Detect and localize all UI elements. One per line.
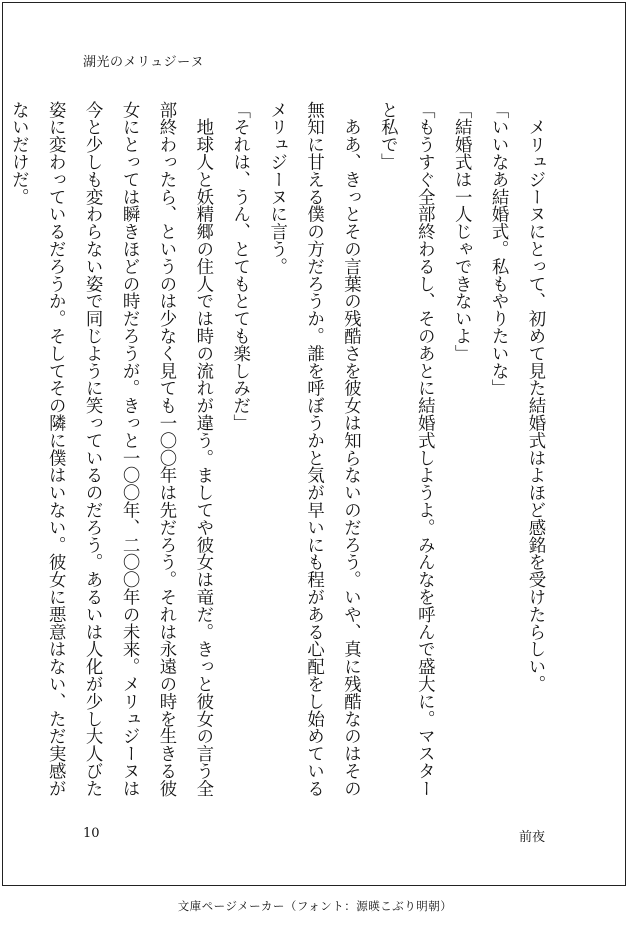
running-head: 湖光のメリュジーヌ <box>83 55 205 70</box>
paragraph: 「いいなあ結婚式。私もやりたいな」 <box>488 101 509 397</box>
generator-credit: 文庫ページメーカー（フォント：源暎こぶり明朝） <box>177 899 453 913</box>
chapter-title: 前夜 <box>518 830 545 845</box>
book-page <box>2 2 626 886</box>
body-text <box>8 101 553 806</box>
paragraph: メリュジーヌにとって、初めて見た結婚式はよほど感銘を受けたらしい。 <box>525 101 545 693</box>
paragraph: 「それは、うん、とてもとても楽しみだ」 <box>229 101 250 432</box>
paragraph: 「結婚式は一人じゃできないよ」 <box>451 101 472 362</box>
page-number: 10 <box>83 826 100 841</box>
paragraph: 「もうすぐ全部終わるし、そのあとに結婚式しようよ。みんなを呼んで盛大に。マスターと私で」 <box>377 101 435 797</box>
paragraph: 地球人と妖精郷の住人では時の流れが違う。ましてや彼女は竜だ。きっと彼女の言う全部終わったら、というのは少なく見ても一〇〇年は先だろう。それは永遠の時を生きる彼女にとっては瞬きほどの時だろうが。きっと一〇〇年、二〇〇年の未来。メリュジーヌは今と少しも変わらない姿で同じように笑っているのだろう。あるいは人化が少し大人びた姿に変わっているだろうか。そしてその隣に僕はいない。彼女に悪意はない、ただ実感がないだけだ。 <box>8 101 213 797</box>
paragraph: ああ、きっとその言葉の残酷さを彼女は知らないのだろう。いや、真に残酷なのはその無知に甘える僕の方だろうか。誰を呼ぼうかと気が早いにも程がある心配をし始めているメリュジーヌに言う。 <box>266 101 361 797</box>
